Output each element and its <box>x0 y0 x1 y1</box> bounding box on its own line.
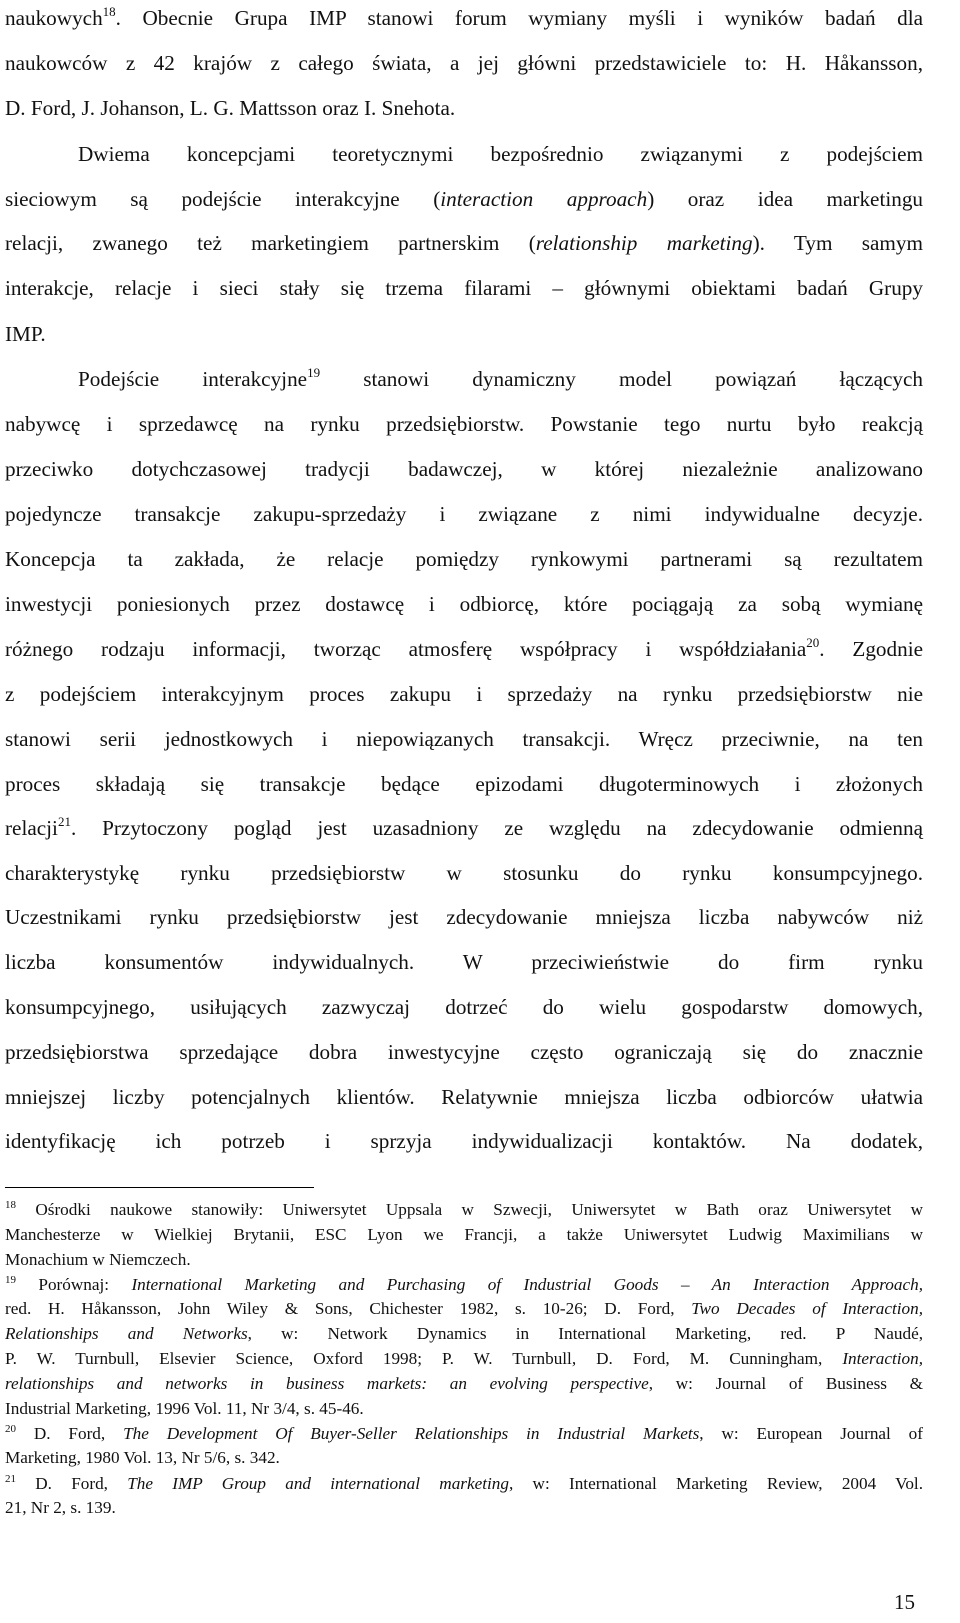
footnote-ref-18[interactable]: 18 <box>102 4 116 19</box>
footnote-line <box>5 1322 923 1346</box>
body-line: pojedyncze transakcje zakupu-sprzedaży i związane z nimi indywidualne decyzje. <box>5 502 923 526</box>
footnote-ref-19[interactable]: 19 <box>307 365 321 380</box>
footnote-line: Marketing, 1980 Vol. 13, Nr 5/6, s. 342. <box>5 1448 280 1467</box>
body-line: z podejściem interakcyjnym proces zakupu i sprzedaży na rynku przedsiębiorstw nie <box>5 682 923 706</box>
body-line: przedsiębiorstwa sprzedające dobra inwestycyjne często ograniczają się do znacznie <box>5 1040 923 1064</box>
body-line: stanowi serii jednostkowych i niepowiązanych transakcji. Wręcz przeciwnie, na ten <box>5 727 923 751</box>
footnote-text: Porównaj: <box>16 1275 132 1294</box>
footnote-title: International Marketing and Purchasing of Industrial Goods – An Interaction Approach, <box>131 1275 924 1294</box>
footnote-number: 18 <box>5 1199 16 1211</box>
body-line <box>5 228 923 258</box>
body-line <box>5 813 923 843</box>
body-line <box>5 634 923 664</box>
footnote-number: 19 <box>5 1274 16 1286</box>
text-run: relacji <box>5 816 58 840</box>
footnote-line <box>5 1347 923 1371</box>
body-line: charakterystykę rynku przedsiębiorstw w stosunku do rynku konsumpcyjnego. <box>5 861 923 885</box>
footnote-line: Monachium w Niemczech. <box>5 1250 191 1269</box>
body-line: liczba konsumentów indywidualnych. W przeciwieństwie do firm rynku <box>5 950 923 974</box>
text-run: różnego rodzaju informacji, tworząc atmosferę współpracy i współdziałania <box>5 637 807 661</box>
footnote-18 <box>5 1198 923 1222</box>
footnote-title: The IMP Group and international marketing <box>127 1474 509 1493</box>
body-line: interakcje, relacje i sieci stały się trzema filarami – głównymi obiektami badań Grupy <box>5 276 923 300</box>
paragraph-start <box>78 364 923 394</box>
footnote-line: Manchesterze w Wielkiej Brytanii, ESC Lyon we Francji, a także Uniwersytet Ludwig Maximilians w <box>5 1225 923 1244</box>
italic-term: relationship marketing <box>535 231 753 255</box>
footnote-20 <box>5 1422 923 1446</box>
footnote-text: D. Ford, <box>16 1474 128 1493</box>
footnote-line <box>5 1297 923 1321</box>
footnote-ref-21[interactable]: 21 <box>57 814 71 829</box>
footnote-text: Ośrodki naukowe stanowiły: Uniwersytet Uppsala w Szwecji, Uniwersytet w Bath oraz Uniwersytet w <box>16 1200 923 1219</box>
body-line: proces składają się transakcje będące epizodami długoterminowych i złożonych <box>5 772 923 796</box>
italic-term: interaction approach <box>440 187 648 211</box>
body-line: Uczestnikami rynku przedsiębiorstw jest zdecydowanie mniejsza liczba nabywców niż <box>5 905 923 929</box>
footnote-text: , w: Network Dynamics in International Marketing, red. P Naudé, <box>247 1324 923 1343</box>
footnote-title: Relationships and Networks <box>5 1324 248 1343</box>
body-line: identyfikację ich potrzeb i sprzyja indywidualizacji kontaktów. Na dodatek, <box>5 1129 923 1153</box>
text-run: sieciowym są podejście interakcyjne ( <box>5 187 441 211</box>
body-line: Koncepcja ta zakłada, że relacje pomiędzy rynkowymi partnerami są rezultatem <box>5 547 923 571</box>
text-run: relacji, zwanego też marketingiem partnerskim ( <box>5 231 536 255</box>
text-run: . Zgodnie <box>819 637 923 661</box>
footnote-text: P. W. Turnbull, Elsevier Science, Oxford 1998; P. W. Turnbull, D. Ford, M. Cunningham, <box>5 1349 843 1368</box>
footnote-21 <box>5 1472 923 1496</box>
body-line: nabywcę i sprzedawcę na rynku przedsiębiorstw. Powstanie tego nurtu było reakcją <box>5 412 923 436</box>
footnote-19 <box>5 1273 923 1297</box>
text-run: ) oraz idea marketingu <box>647 187 924 211</box>
footnote-text: , w: International Marketing Review, 2004 Vol. <box>508 1474 923 1493</box>
text-run: Podejście interakcyjne <box>78 367 308 391</box>
footnote-text: , w: Journal of Business & <box>648 1374 923 1393</box>
text-run: naukowych <box>5 6 103 30</box>
body-line: przeciwko dotychczasowej tradycji badawczej, w której niezależnie analizowano <box>5 457 923 481</box>
footnote-title: The Development Of Buyer-Seller Relationships in Industrial Markets <box>123 1424 700 1443</box>
footnote-line: Industrial Marketing, 1996 Vol. 11, Nr 3/4, s. 45-46. <box>5 1399 364 1418</box>
footnote-text: red. H. Håkansson, John Wiley & Sons, Chichester 1982, s. 10-26; D. Ford, <box>5 1299 692 1318</box>
text-run: . Obecnie Grupa IMP stanowi forum wymiany myśli i wyników badań dla <box>115 6 923 30</box>
body-line: mniejszej liczby potencjalnych klientów. Relatywnie mniejsza liczba odbiorców ułatwia <box>5 1085 923 1109</box>
body-line: konsumpcyjnego, usiłujących zazwyczaj dotrzeć do wielu gospodarstw domowych, <box>5 995 923 1019</box>
body-line: D. Ford, J. Johanson, L. G. Mattsson oraz I. Snehota. <box>5 96 456 120</box>
text-run: ). Tym samym <box>752 231 923 255</box>
body-line: naukowców z 42 krajów z całego świata, a jej główni przedstawiciele to: H. Håkansson, <box>5 51 923 75</box>
body-line <box>5 3 923 33</box>
footnote-text: , w: European Journal of <box>699 1424 923 1443</box>
footnote-ref-20[interactable]: 20 <box>806 635 820 650</box>
text-run: stanowi dynamiczny model powiązań łączących <box>320 367 923 391</box>
footnote-title: Two Decades of Interaction, <box>691 1299 923 1318</box>
footnote-number: 20 <box>5 1423 16 1435</box>
paragraph-start: Dwiema koncepcjami teoretycznymi bezpośrednio związanymi z podejściem <box>78 142 923 166</box>
page-number: 15 <box>894 1590 915 1614</box>
footnote-title: Interaction, <box>842 1349 923 1368</box>
footnote-separator <box>5 1187 314 1188</box>
footnote-text: D. Ford, <box>16 1424 124 1443</box>
body-line: IMP. <box>5 322 46 346</box>
text-run: . Przytoczony pogląd jest uzasadniony ze względu na zdecydowanie odmienną <box>70 816 923 840</box>
footnote-line <box>5 1372 923 1396</box>
footnote-title: relationships and networks in business markets: an evolving perspective <box>5 1374 649 1393</box>
body-line <box>5 184 923 214</box>
footnote-number: 21 <box>5 1473 16 1485</box>
footnote-line: 21, Nr 2, s. 139. <box>5 1498 116 1517</box>
body-line: inwestycji poniesionych przez dostawcę i odbiorcę, które pociągają za sobą wymianę <box>5 592 923 616</box>
